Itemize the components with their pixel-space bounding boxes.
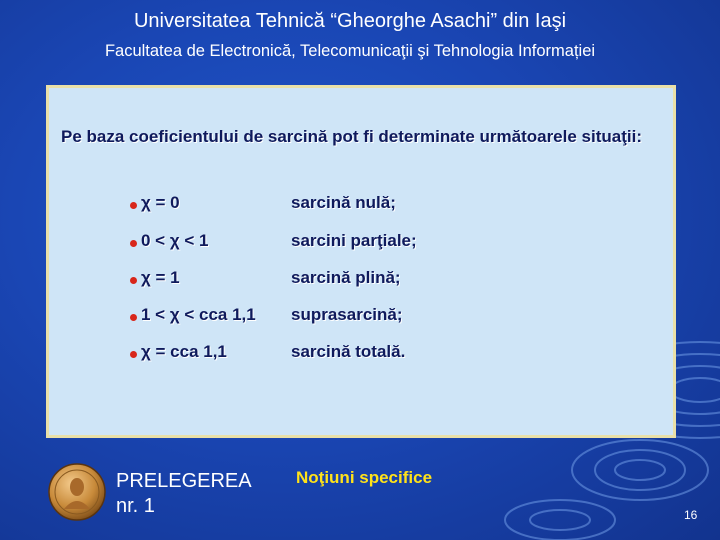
faculty-title: Facultatea de Electronică, Telecomunicaţii şi Tehnologia Informației bbox=[104, 42, 596, 60]
condition-text: 0 < χ < 1 bbox=[141, 231, 209, 250]
intro-text: Pe baza coeficientului de sarcină pot fi determinate următoarele situaţii: bbox=[61, 127, 642, 146]
topic-title: Noţiuni specifice bbox=[296, 468, 433, 487]
bullet-icon bbox=[130, 314, 137, 321]
condition-text: 1 < χ < cca 1,1 bbox=[141, 305, 256, 324]
page-number: 16 bbox=[684, 508, 698, 522]
lecture-label: PRELEGEREA bbox=[116, 470, 252, 492]
condition-text: χ = 1 bbox=[141, 268, 180, 287]
condition-text: χ = cca 1,1 bbox=[141, 342, 227, 361]
lecture-number: nr. 1 bbox=[116, 495, 155, 517]
bullet-icon bbox=[130, 351, 137, 358]
description-text: sarcină plină; bbox=[291, 268, 401, 287]
condition-text: χ = 0 bbox=[141, 193, 180, 212]
bullet-icon bbox=[130, 202, 137, 209]
description-text: sarcini parţiale; bbox=[291, 231, 417, 250]
university-title: Universitatea Tehnică “Gheorghe Asachi” din Iaşi bbox=[133, 10, 567, 32]
description-text: sarcină nulă; bbox=[291, 193, 396, 212]
bullet-icon bbox=[130, 240, 137, 247]
content-panel bbox=[46, 85, 676, 438]
description-text: suprasarcină; bbox=[291, 305, 403, 324]
university-seal-icon bbox=[48, 463, 106, 521]
bullet-icon bbox=[130, 277, 137, 284]
description-text: sarcină totală. bbox=[291, 342, 406, 361]
